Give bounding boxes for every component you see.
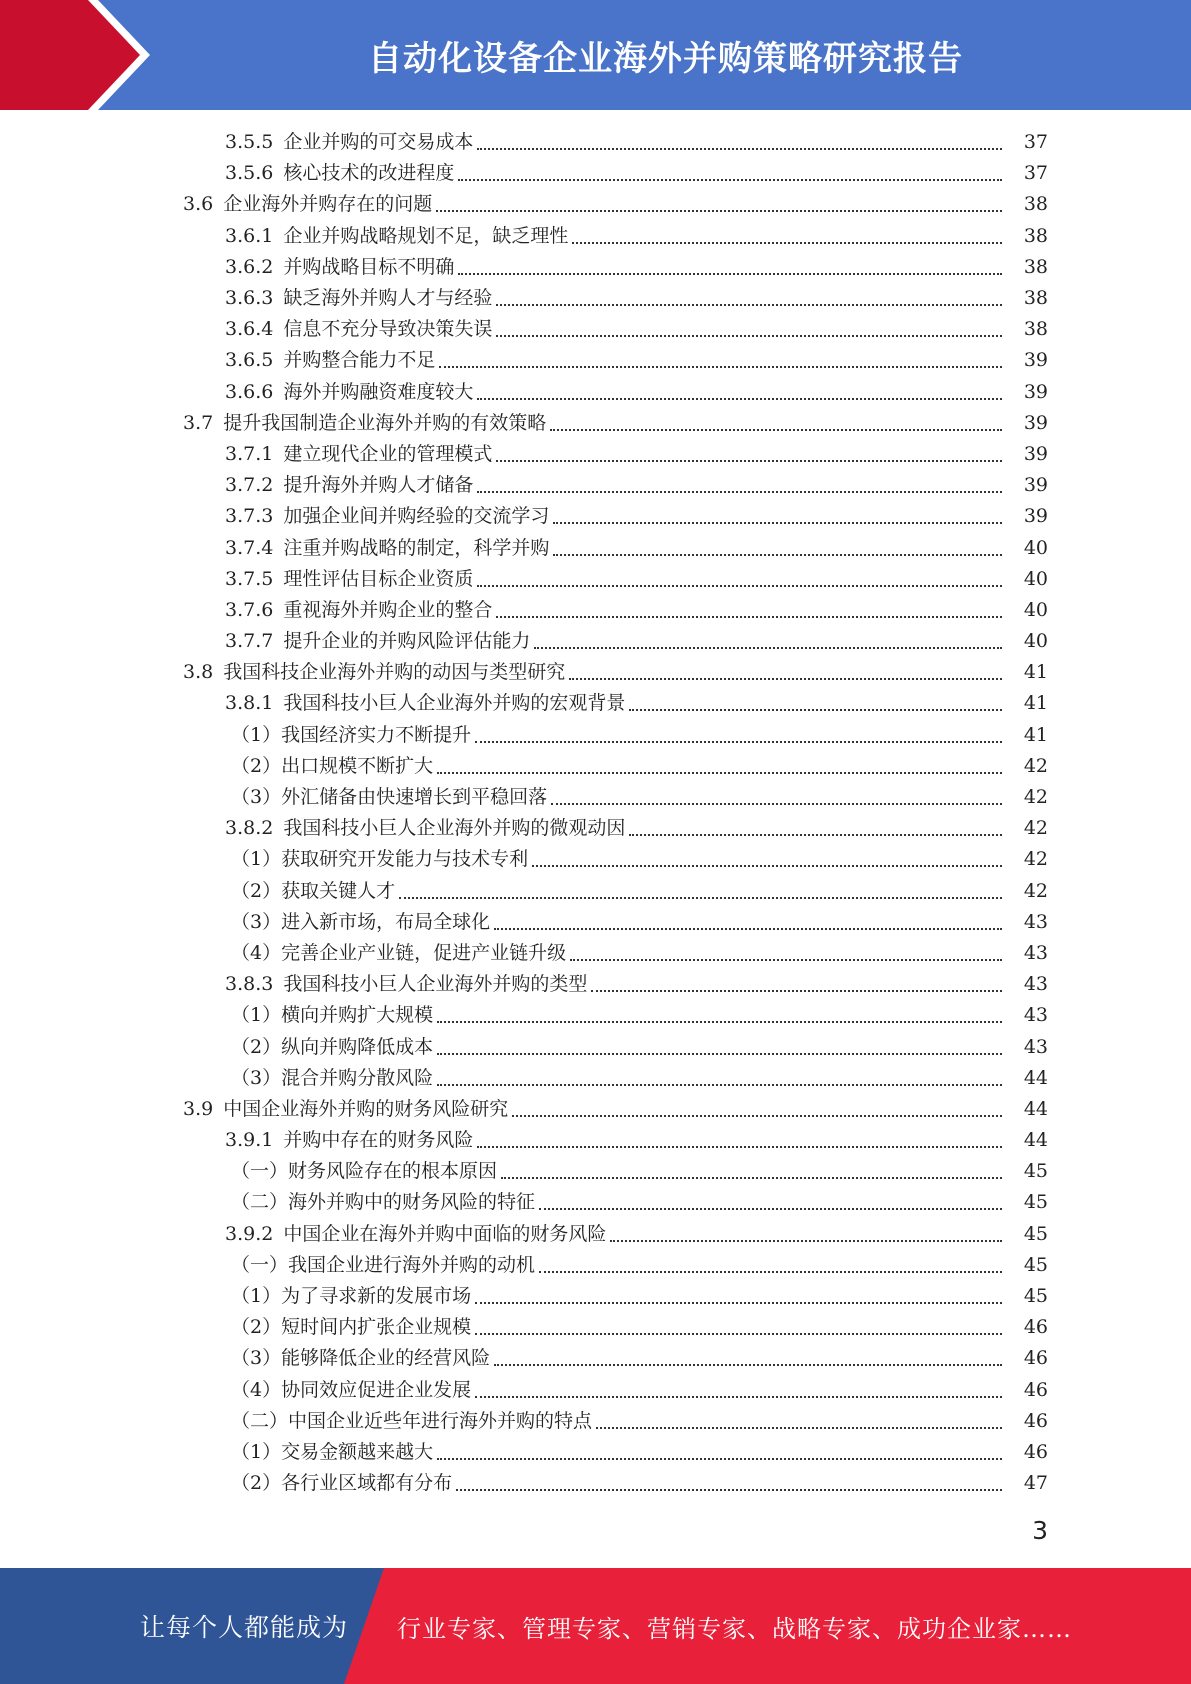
toc-entry-number: 3.7.1 [225, 442, 274, 465]
toc-entry-page: 45 [1023, 1222, 1048, 1245]
toc-dot-leader [436, 209, 1002, 212]
toc-entry-number: 3.6.1 [225, 224, 274, 247]
toc-entry-title: 海外并购中的财务风险的特征 [288, 1191, 536, 1214]
toc-entry[interactable] [0, 221, 1191, 252]
toc-entry[interactable] [0, 938, 1191, 969]
toc-entry-title: 重视海外并购企业的整合 [283, 598, 493, 621]
toc-entry[interactable] [0, 345, 1191, 376]
toc-entry-number: 3.9.1 [225, 1129, 274, 1152]
toc-entry-title: 企业并购战略规划不足，缺乏理性 [283, 224, 569, 247]
toc-entry[interactable] [0, 844, 1191, 875]
toc-entry-title: 获取研究开发能力与技术专利 [281, 848, 529, 871]
toc-entry-title: 建立现代企业的管理模式 [283, 442, 493, 465]
toc-entry-title: 企业海外并购存在的问题 [223, 193, 433, 216]
toc-entry-title: 各行业区域都有分布 [281, 1472, 453, 1495]
toc-entry-number: 3.7.4 [225, 536, 274, 559]
toc-dot-leader [550, 428, 1002, 431]
toc-entry-number: 3.7.6 [225, 598, 274, 621]
toc-entry-title: 我国科技企业海外并购的动因与类型研究 [223, 661, 566, 684]
toc-entry-title: 进入新市场，布局全球化 [281, 910, 491, 933]
toc-dot-leader [539, 1270, 1002, 1273]
toc-entry[interactable] [0, 907, 1191, 938]
toc-entry-title: 完善企业产业链，促进产业链升级 [281, 941, 567, 964]
toc-entry-title: 纵向并购降低成本 [281, 1035, 434, 1058]
toc-entry-number: （二） [231, 1409, 289, 1432]
toc-entry[interactable] [0, 626, 1191, 657]
toc-dot-leader [437, 1083, 1002, 1086]
toc-entry-number: 3.6.4 [225, 318, 274, 341]
toc-entry-number: （4） [231, 1378, 282, 1401]
toc-entry[interactable] [0, 1094, 1191, 1125]
toc-entry[interactable] [0, 876, 1191, 907]
toc-entry-page: 46 [1023, 1440, 1048, 1463]
toc-entry-title: 协同效应促进企业发展 [281, 1378, 472, 1401]
toc-dot-leader [629, 708, 1002, 711]
toc-entry-number: （2） [231, 1035, 282, 1058]
toc-dot-leader [629, 833, 1002, 836]
toc-dot-leader [496, 303, 1002, 306]
toc-entry-number: （1） [231, 1004, 282, 1027]
toc-entry-number: （2） [231, 1472, 282, 1495]
toc-entry-title: 并购战略目标不明确 [283, 255, 455, 278]
toc-entry-title: 外汇储备由快速增长到平稳回落 [281, 786, 548, 809]
toc-entry-page: 37 [1023, 131, 1048, 154]
toc-entry-title: 财务风险存在的根本原因 [288, 1160, 498, 1183]
toc-entry-number: 3.6.3 [225, 287, 274, 310]
toc-entry[interactable] [0, 1063, 1191, 1094]
toc-entry-number: 3.5.5 [225, 131, 274, 154]
toc-dot-leader [572, 241, 1002, 244]
toc-entry-number: （1） [231, 723, 282, 746]
toc-dot-leader [534, 646, 1002, 649]
toc-dot-leader [551, 802, 1002, 805]
toc-entry-page: 43 [1023, 973, 1048, 996]
toc-dot-leader [437, 771, 1002, 774]
report-title: 自动化设备企业海外并购策略研究报告 [368, 38, 963, 79]
toc-entry-page: 44 [1023, 1066, 1048, 1089]
toc-entry[interactable] [0, 813, 1191, 844]
toc-entry-page: 43 [1023, 1004, 1048, 1027]
page-footer [0, 1568, 1191, 1684]
toc-entry-page: 39 [1023, 474, 1048, 497]
toc-entry[interactable] [0, 969, 1191, 1000]
toc-entry-number: （一） [231, 1253, 289, 1276]
toc-entry-title: 交易金额越来越大 [281, 1440, 434, 1463]
toc-entry-page: 44 [1023, 1129, 1048, 1152]
toc-dot-leader [477, 490, 1002, 493]
toc-entry[interactable] [0, 408, 1191, 439]
toc-entry-title: 理性评估目标企业资质 [283, 567, 474, 590]
toc-dot-leader [553, 553, 1002, 556]
toc-entry-page: 38 [1023, 224, 1048, 247]
toc-entry-title: 提升我国制造企业海外并购的有效策略 [223, 411, 547, 434]
toc-entry-title: 出口规模不断扩大 [281, 754, 434, 777]
toc-entry-page: 38 [1023, 193, 1048, 216]
toc-entry-title: 并购中存在的财务风险 [283, 1129, 474, 1152]
toc-entry-number: （4） [231, 941, 282, 964]
toc-entry-title: 混合并购分散风险 [281, 1066, 434, 1089]
toc-entry-page: 45 [1023, 1253, 1048, 1276]
toc-dot-leader [591, 989, 1002, 992]
toc-entry-number: 3.9.2 [225, 1222, 274, 1245]
toc-entry[interactable] [0, 501, 1191, 532]
toc-entry-title: 海外并购融资难度较大 [283, 380, 474, 403]
toc-entry[interactable] [0, 1406, 1191, 1437]
toc-dot-leader [501, 1176, 1002, 1179]
toc-entry-number: （1） [231, 1285, 282, 1308]
toc-entry[interactable] [0, 1343, 1191, 1374]
toc-entry-page: 43 [1023, 941, 1048, 964]
toc-entry-number: （2） [231, 879, 282, 902]
toc-dot-leader [596, 1426, 1002, 1429]
toc-entry-number: 3.9 [183, 1097, 214, 1120]
toc-dot-leader [475, 740, 1002, 743]
toc-entry-page: 40 [1023, 598, 1048, 621]
toc-entry-number: 3.8.1 [225, 692, 274, 715]
toc-dot-leader [539, 1207, 1002, 1210]
toc-entry-page: 46 [1023, 1409, 1048, 1432]
toc-entry-page: 46 [1023, 1347, 1048, 1370]
toc-entry-title: 获取关键人才 [281, 879, 396, 902]
toc-entry-page: 39 [1023, 442, 1048, 465]
toc-entry[interactable] [0, 158, 1191, 189]
toc-entry-title: 企业并购的可交易成本 [283, 131, 474, 154]
toc-entry[interactable] [0, 189, 1191, 220]
toc-dot-leader [475, 1301, 1002, 1304]
toc-entry[interactable] [0, 1125, 1191, 1156]
toc-entry-page: 41 [1023, 661, 1048, 684]
toc-entry-number: 3.8.2 [225, 817, 274, 840]
toc-entry-number: 3.8.3 [225, 973, 274, 996]
toc-dot-leader [399, 896, 1002, 899]
toc-entry-page: 41 [1023, 723, 1048, 746]
toc-dot-leader [496, 615, 1002, 618]
toc-entry[interactable] [0, 439, 1191, 470]
toc-dot-leader [475, 1332, 1002, 1335]
toc-entry-page: 44 [1023, 1097, 1048, 1120]
toc-entry-page: 40 [1023, 536, 1048, 559]
toc-entry[interactable] [0, 377, 1191, 408]
toc-entry[interactable] [0, 1156, 1191, 1187]
toc-dot-leader [477, 584, 1002, 587]
toc-dot-leader [610, 1239, 1002, 1242]
toc-entry[interactable] [0, 532, 1191, 563]
toc-entry-page: 45 [1023, 1191, 1048, 1214]
toc-entry-page: 42 [1023, 817, 1048, 840]
toc-entry[interactable] [0, 657, 1191, 688]
toc-dot-leader [477, 1145, 1002, 1148]
toc-dot-leader [437, 1052, 1002, 1055]
toc-entry[interactable] [0, 782, 1191, 813]
toc-entry[interactable] [0, 1000, 1191, 1031]
toc-entry-title: 我国科技小巨人企业海外并购的微观动因 [283, 817, 626, 840]
toc-entry-number: （2） [231, 754, 282, 777]
toc-entry[interactable] [0, 283, 1191, 314]
toc-entry[interactable] [0, 751, 1191, 782]
toc-entry-number: （3） [231, 786, 282, 809]
toc-entry-page: 38 [1023, 318, 1048, 341]
page-number: 3 [1032, 1516, 1048, 1545]
toc-entry-title: 中国企业海外并购的财务风险研究 [223, 1097, 509, 1120]
toc-entry-title: 中国企业在海外并购中面临的财务风险 [283, 1222, 607, 1245]
toc-entry-number: 3.5.6 [225, 162, 274, 185]
toc-entry[interactable] [0, 1219, 1191, 1250]
toc-entry-page: 42 [1023, 786, 1048, 809]
toc-entry-title: 为了寻求新的发展市场 [281, 1285, 472, 1308]
toc-dot-leader [477, 147, 1002, 150]
toc-entry-title: 提升企业的并购风险评估能力 [283, 630, 531, 653]
toc-entry[interactable] [0, 252, 1191, 283]
toc-entry-number: 3.6.5 [225, 349, 274, 372]
toc-entry[interactable] [0, 1437, 1191, 1468]
toc-entry-page: 39 [1023, 380, 1048, 403]
toc-entry-page: 47 [1023, 1472, 1048, 1495]
toc-entry-title: 我国科技小巨人企业海外并购的类型 [283, 973, 588, 996]
toc-dot-leader [496, 459, 1002, 462]
toc-entry-page: 45 [1023, 1160, 1048, 1183]
toc-entry[interactable] [0, 1468, 1191, 1499]
toc-entry-title: 缺乏海外并购人才与经验 [283, 287, 493, 310]
toc-dot-leader [553, 521, 1002, 524]
toc-entry-title: 注重并购战略的制定，科学并购 [283, 536, 550, 559]
toc-dot-leader [494, 1363, 1002, 1366]
toc-dot-leader [496, 334, 1002, 337]
toc-entry-page: 40 [1023, 630, 1048, 653]
footer-slogan-left: 让每个人都能成为 [140, 1613, 349, 1642]
toc-entry-number: 3.7.2 [225, 474, 274, 497]
toc-dot-leader [437, 1020, 1002, 1023]
toc-entry-page: 38 [1023, 287, 1048, 310]
toc-dot-leader [475, 1395, 1002, 1398]
toc-entry[interactable] [0, 1312, 1191, 1343]
toc-entry-page: 42 [1023, 848, 1048, 871]
toc-entry[interactable] [0, 1031, 1191, 1062]
toc-entry[interactable] [0, 1375, 1191, 1406]
toc-dot-leader [494, 927, 1002, 930]
toc-entry-title: 能够降低企业的经营风险 [281, 1347, 491, 1370]
toc-entry[interactable] [0, 1281, 1191, 1312]
toc-entry[interactable] [0, 314, 1191, 345]
toc-entry[interactable] [0, 564, 1191, 595]
toc-entry[interactable] [0, 595, 1191, 626]
toc-entry-title: 提升海外并购人才储备 [283, 474, 474, 497]
toc-entry-title: 短时间内扩张企业规模 [281, 1316, 472, 1339]
toc-dot-leader [458, 272, 1002, 275]
toc-entry[interactable] [0, 720, 1191, 751]
toc-entry[interactable] [0, 470, 1191, 501]
toc-dot-leader [569, 677, 1002, 680]
toc-entry-page: 37 [1023, 162, 1048, 185]
toc-entry-number: （1） [231, 848, 282, 871]
toc-dot-leader [456, 1488, 1002, 1491]
toc-entry-page: 46 [1023, 1316, 1048, 1339]
toc-entry-number: 3.7.5 [225, 567, 274, 590]
toc-entry-title: 并购整合能力不足 [283, 349, 436, 372]
toc-entry-page: 46 [1023, 1378, 1048, 1401]
toc-entry-number: 3.6.6 [225, 380, 274, 403]
footer-slogan-right: 行业专家、管理专家、营销专家、战略专家、成功企业家…… [397, 1614, 1072, 1643]
toc-entry-number: （3） [231, 910, 282, 933]
toc-entry-number: （3） [231, 1347, 282, 1370]
toc-entry-number: （二） [231, 1191, 289, 1214]
toc-entry-number: （一） [231, 1160, 289, 1183]
toc-entry-page: 39 [1023, 411, 1048, 434]
toc-entry-number: （1） [231, 1440, 282, 1463]
toc-entry-number: 3.6.2 [225, 255, 274, 278]
toc-entry-number: 3.6 [183, 193, 214, 216]
toc-entry-page: 45 [1023, 1285, 1048, 1308]
toc-entry-title: 横向并购扩大规模 [281, 1004, 434, 1027]
toc-entry-page: 42 [1023, 879, 1048, 902]
toc-dot-leader [437, 1457, 1002, 1460]
toc-entry-page: 41 [1023, 692, 1048, 715]
toc-dot-leader [439, 365, 1002, 368]
toc-entry-number: （2） [231, 1316, 282, 1339]
toc-entry-page: 38 [1023, 255, 1048, 278]
toc-entry-page: 43 [1023, 910, 1048, 933]
toc-entry-title: 我国经济实力不断提升 [281, 723, 472, 746]
toc-dot-leader [512, 1114, 1002, 1117]
toc-entry-number: 3.7 [183, 411, 214, 434]
toc-entry-page: 39 [1023, 349, 1048, 372]
toc-entry[interactable] [0, 1250, 1191, 1281]
toc-entry-page: 40 [1023, 567, 1048, 590]
toc-entry-page: 42 [1023, 754, 1048, 777]
toc-entry-number: 3.7.7 [225, 630, 274, 653]
toc-entry-page: 43 [1023, 1035, 1048, 1058]
toc-entry-number: 3.7.3 [225, 505, 274, 528]
page-header [0, 0, 1191, 110]
toc-entry-number: （3） [231, 1066, 282, 1089]
toc-entry-title: 信息不充分导致决策失误 [283, 318, 493, 341]
toc-dot-leader [570, 958, 1002, 961]
toc-entry-title: 我国企业进行海外并购的动机 [288, 1253, 536, 1276]
toc-entry[interactable] [0, 688, 1191, 719]
toc-entry-page: 39 [1023, 505, 1048, 528]
toc-entry-title: 核心技术的改进程度 [283, 162, 455, 185]
toc-entry-number: 3.8 [183, 661, 214, 684]
toc-entry[interactable] [0, 127, 1191, 158]
toc-dot-leader [532, 864, 1002, 867]
toc-entry-title: 我国科技小巨人企业海外并购的宏观背景 [283, 692, 626, 715]
table-of-contents [0, 127, 1191, 1499]
toc-entry-title: 加强企业间并购经验的交流学习 [283, 505, 550, 528]
toc-entry-title: 中国企业近些年进行海外并购的特点 [288, 1409, 593, 1432]
toc-dot-leader [477, 397, 1002, 400]
toc-entry[interactable] [0, 1187, 1191, 1218]
toc-dot-leader [458, 178, 1002, 181]
